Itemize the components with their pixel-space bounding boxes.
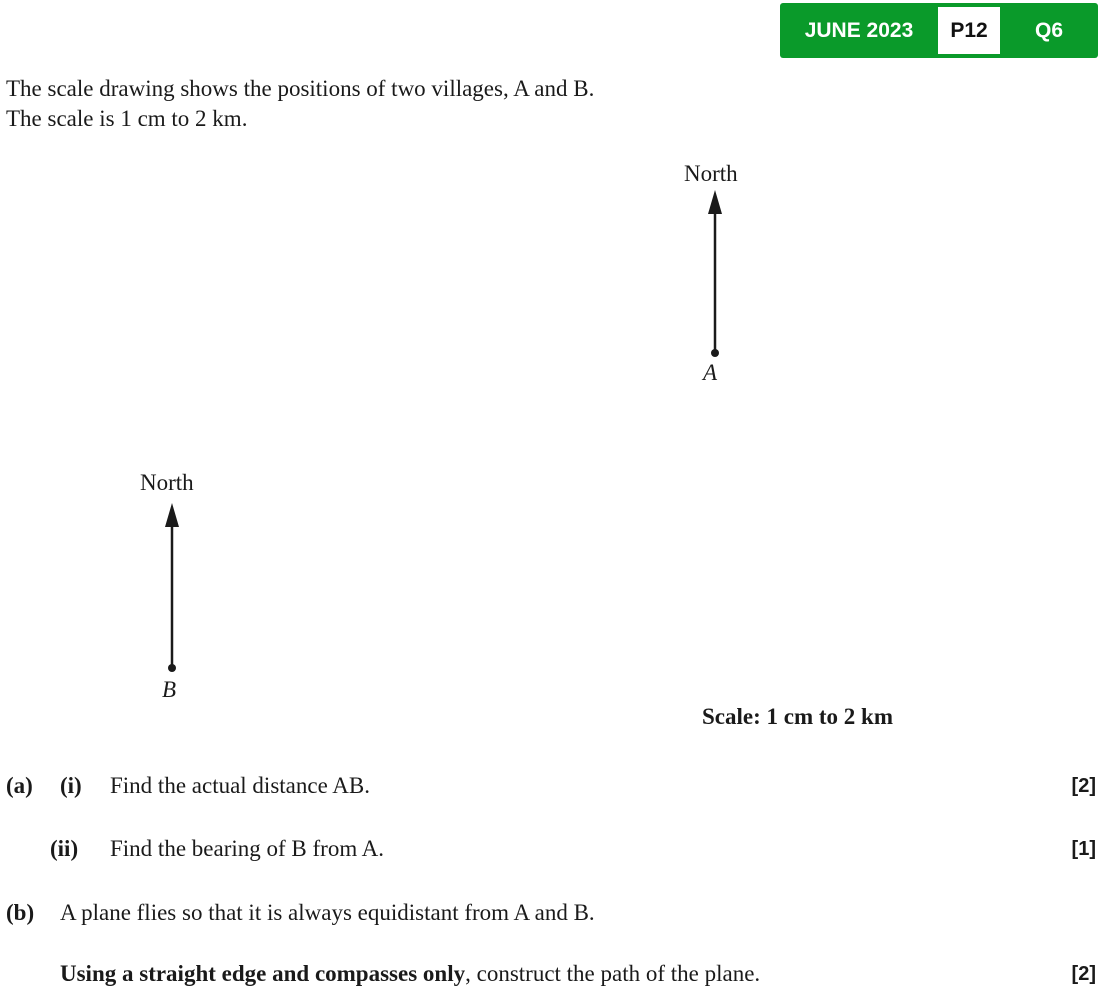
village-a-point (711, 349, 719, 357)
village-a-label: A (703, 360, 718, 385)
intro-line-1: The scale drawing shows the positions of two villages, A and B. (6, 76, 595, 101)
north-arrow-a-head (708, 190, 722, 214)
question-b-instruction (60, 961, 760, 987)
question-b-label: (b) (6, 900, 35, 925)
paper-number: P12 (938, 7, 1000, 54)
north-arrow-b-head (165, 503, 179, 527)
instruction-emphasis: Using a straight edge and compasses only (60, 961, 466, 986)
scale-note: Scale: 1 cm to 2 km (702, 704, 893, 729)
north-label-a: North (684, 161, 738, 186)
question-a-ii-label: (ii) (50, 836, 79, 861)
instruction-rest: , construct the path of the plane. (465, 961, 761, 986)
village-b-point (168, 664, 176, 672)
question-a-ii-text: Find the bearing of B from A. (110, 836, 385, 861)
question-b-text: A plane flies so that it is always equidistant from A and B. (60, 900, 595, 925)
question-number: Q6 (1034, 18, 1063, 42)
question-a-i-marks: [2] (1071, 775, 1096, 797)
village-b-label: B (162, 677, 177, 702)
question-b-marks: [2] (1071, 963, 1096, 985)
exam-session: JUNE 2023 (804, 18, 914, 42)
intro-line-2: The scale is 1 cm to 2 km. (6, 106, 248, 131)
question-a-i-text: Find the actual distance AB. (110, 773, 370, 798)
north-label-b: North (140, 470, 194, 495)
question-a-ii-marks: [1] (1071, 838, 1096, 860)
question-a-label: (a) (6, 773, 33, 798)
question-a-i-label: (i) (60, 773, 82, 798)
